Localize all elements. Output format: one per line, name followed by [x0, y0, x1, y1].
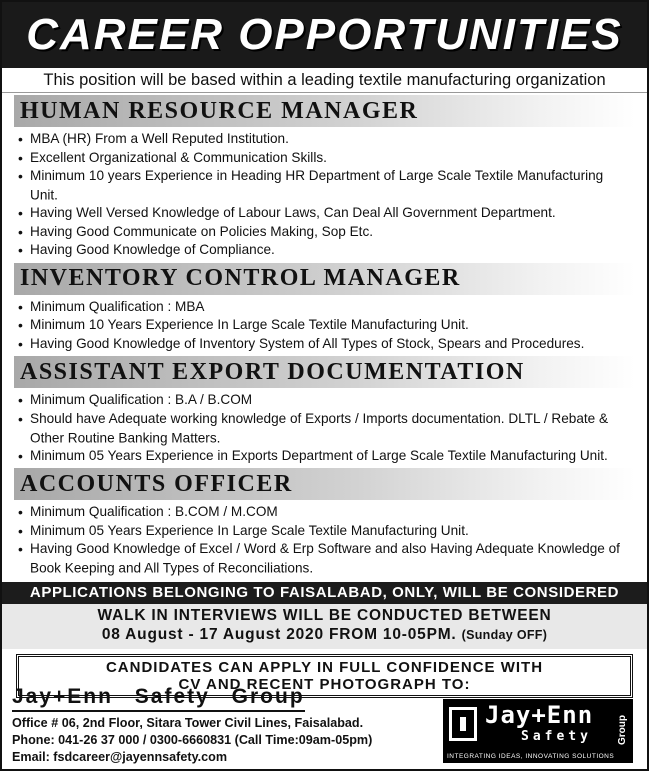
walk-in-line1: WALK IN INTERVIEWS WILL BE CONDUCTED BETWEEN	[97, 607, 552, 624]
section-header-accounts-officer	[14, 468, 635, 500]
list-item: • Having Well Versed Knowledge of Labour Laws, Can Deal All Government Department.	[18, 204, 633, 223]
logo-mark-icon	[449, 707, 477, 741]
inventory-manager-requirements	[2, 295, 647, 357]
list-item: • Minimum 10 Years Experience In Large Scale Textile Manufacturing Unit.	[18, 316, 633, 335]
company-logo	[443, 699, 633, 763]
accounts-officer-requirements	[2, 500, 647, 580]
company-address: Office # 06, 2nd Floor, Sitara Tower Civil Lines, Faisalabad.	[12, 716, 364, 730]
faisalabad-notice: APPLICATIONS BELONGING TO FAISALABAD, ONLY, WILL BE CONSIDERED	[2, 582, 647, 604]
section-header-inventory-manager	[14, 263, 635, 295]
list-item: • MBA (HR) From a Well Reputed Institution.	[18, 130, 633, 149]
walk-in-dates: 08 August - 17 August 2020 FROM 10-05PM.	[101, 626, 457, 643]
company-name: Jay+Enn Safety Group	[12, 685, 305, 712]
section-header-hr-manager	[14, 95, 635, 127]
company-email: Email: fsdcareer@jayennsafety.com	[12, 750, 228, 764]
company-phone: Phone: 041-26 37 000 / 0300-6660831 (Call Time:09am-05pm)	[12, 733, 373, 747]
list-item: • Minimum Qualification : B.A / B.COM	[18, 391, 633, 410]
list-item: • Minimum Qualification : MBA	[18, 297, 633, 316]
logo-sub: Safety	[521, 729, 592, 744]
export-documentation-requirements	[2, 388, 647, 468]
hr-manager-requirements	[2, 127, 647, 263]
page-title: CAREER OPPORTUNITIES	[26, 10, 623, 59]
list-item: • Minimum 05 Years Experience In Large Scale Textile Manufacturing Unit.	[18, 521, 633, 540]
list-item: • Minimum 10 years Experience in Heading HR Department of Large Scale Textile Manufacturing Unit.	[18, 167, 633, 205]
logo-brand: Jay+Enn	[485, 701, 594, 729]
list-item: • Having Good Communicate on Policies Making, Sop Etc.	[18, 222, 633, 241]
section-title: ACCOUNTS OFFICER	[20, 470, 293, 497]
section-title: HUMAN RESOURCE MANAGER	[20, 97, 419, 124]
title-banner	[2, 2, 647, 68]
apply-line1: CANDIDATES CAN APPLY IN FULL CONFIDENCE WITH	[105, 659, 544, 676]
walk-in-info	[2, 604, 647, 649]
list-item: • Minimum 05 Years Experience in Exports Department of Large Scale Textile Manufacturing Unit.	[18, 446, 633, 465]
list-item: • Having Good Knowledge of Compliance.	[18, 241, 633, 260]
section-header-export-documentation	[14, 356, 635, 388]
list-item: • Should have Adequate working knowledge of Exports / Imports documentation. DLTL / Rebate & Other Routine Banking Matters.	[18, 409, 633, 447]
list-item: • Minimum Qualification : B.COM / M.COM	[18, 503, 633, 522]
list-item: • Excellent Organizational & Communication Skills.	[18, 148, 633, 167]
intro-text: This position will be based within a leading textile manufacturing organization	[2, 68, 647, 93]
list-item: • Having Good Knowledge of Excel / Word & Erp Software and also Having Adequate Knowledge of Book Keeping and All Types of Reconciliations.	[18, 540, 633, 578]
section-title: ASSISTANT EXPORT DOCUMENTATION	[20, 358, 525, 385]
walk-in-line2	[2, 625, 647, 645]
apply-line2: CV AND RECENT PHOTOGRAPH TO:	[178, 676, 471, 693]
list-item: • Having Good Knowledge of Inventory System of All Types of Stock, Spears and Procedures.	[18, 334, 633, 353]
company-footer	[2, 685, 647, 769]
logo-tagline: INTEGRATING IDEAS, INNOVATING SOLUTIONS	[447, 753, 615, 760]
section-title: INVENTORY CONTROL MANAGER	[20, 265, 461, 291]
walk-in-note: (Sunday OFF)	[461, 628, 548, 642]
logo-group: Group	[617, 715, 628, 745]
